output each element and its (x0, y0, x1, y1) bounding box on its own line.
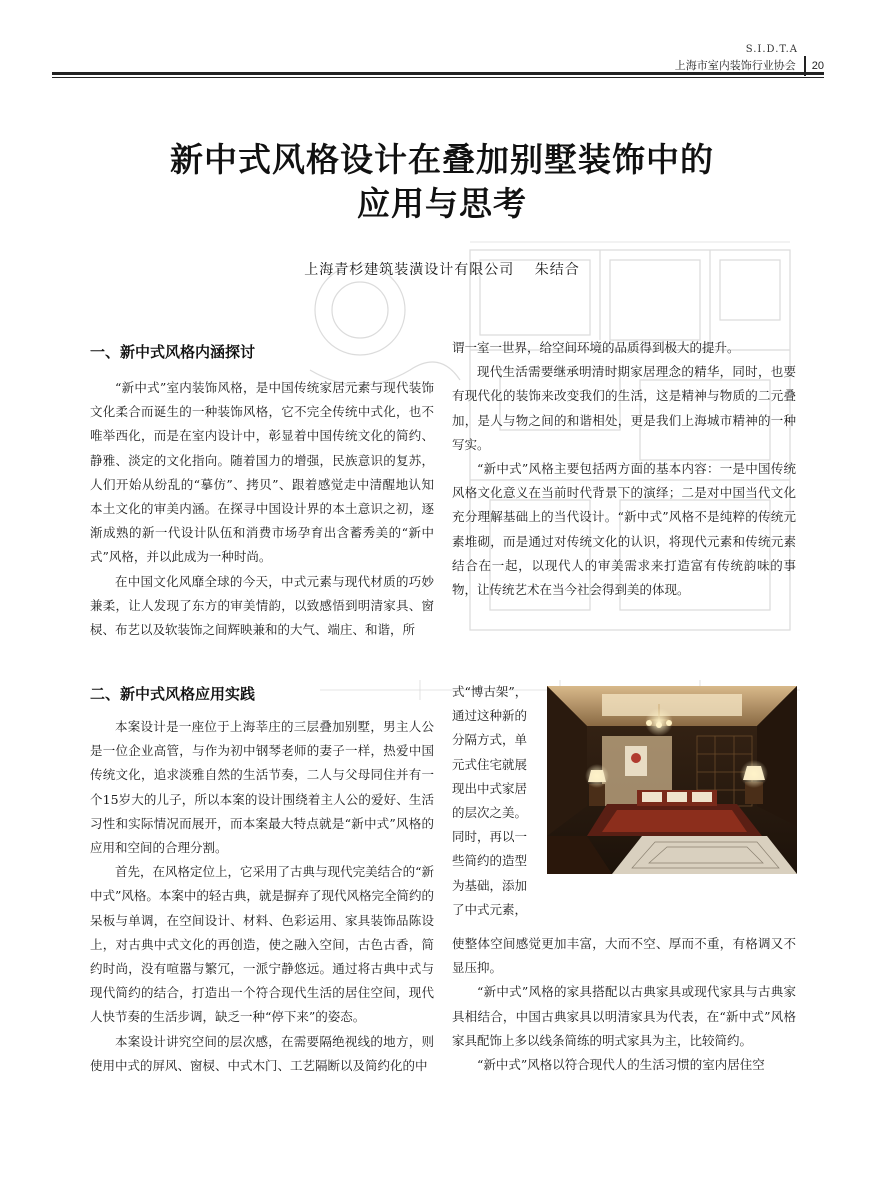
title-line-1: 新中式风格设计在叠加别墅装饰中的 (170, 140, 714, 179)
text-line: 同时，再以一 (452, 829, 528, 845)
text-line: 现出中式家居 (452, 780, 528, 796)
article-author: 上海青杉建筑装潢设计有限公司 朱结合 (304, 262, 580, 278)
text-line: 为基础，添加 (452, 877, 528, 893)
text-line: 元式住宅就展 (452, 756, 528, 772)
text-line: 的层次之美。 (452, 805, 528, 821)
paragraph: 使整体空间感觉更加丰富，大而不空、厚而不重，有格调又不显压抑。 (452, 936, 796, 976)
page-number: 20 (811, 60, 824, 72)
paragraph: 本案设计是一座位于上海莘庄的三层叠加别墅，男主人公是一位企业高管，与作为初中钢琴老师的妻子一样，热爱中国传统文化，追求淡雅自然的生活节奏，二人与父母同住并有一个15岁大的儿子，所以本案的设计围绕着主人公的爱好、生活习性和实际情况而展开，而本案最大特点就是“新中式”风格的应用和空间的合理分割。 (90, 719, 434, 856)
section-2-right-column (452, 932, 796, 1077)
text-line: 式“博古架”， (452, 684, 528, 699)
title-line-2: 应用与思考 (357, 184, 527, 223)
text-line: 通过这种新的 (452, 708, 528, 724)
paragraph: “新中式”室内装饰风格，是中国传统家居元素与现代装饰文化柔合而诞生的一种装饰风格，它不完全传统中式化，也不唯举西化，而是在室内设计中，彰显着中国传统文化的简约、静雅、淡定的文化指向。随着国力的增强，民族意识的复苏，人们开始从纷乱的“摹仿”、拷贝”、跟着感觉走中清醒地认知本土文化的审美内涵。在探寻中国设计界的本土意识之初，逐渐成熟的新一代设计队伍和消费市场孕育出含蓄秀美的“新中式”风格，并以此成为一种时尚。 (90, 380, 434, 565)
article-title (52, 138, 832, 226)
paragraph: 谓一室一世界，给空间环境的品质得到极大的提升。 (452, 340, 740, 355)
header-rule-thin (52, 77, 824, 78)
paragraph: 首先，在风格定位上，它采用了古典与现代完美结合的“新中式”风格。本案中的轻古典，就是摒弃了现代风格完全简约的呆板与单调，在空间设计、材料、色彩运用、家具装饰品陈设上，对古典中式文化的再创造，使之融入空间，古色古香，简约时尚，没有喧嚣与繁冗，一派宁静悠远。通过将古典中式与现代简约的结合，打造出一个符合现代生活的居住空间，现代人快节奏的生活步调，缺乏一种“停下来”的姿态。 (90, 864, 434, 1025)
text-line: 些简约的造型 (452, 853, 528, 869)
section-1-right-column (452, 336, 796, 602)
paragraph: “新中式”风格以符合现代人的生活习惯的室内居住空 (477, 1057, 765, 1073)
section-1-left-column (90, 376, 434, 642)
paragraph: “新中式”风格的家具搭配以古典家具或现代家具与古典家具相结合，中国古典家具以明清家具为代表，在“新中式”风格家具配饰上多以线条简练的明式家具为主，比较简约。 (452, 984, 796, 1048)
text-line: 分隔方式，单 (452, 732, 528, 748)
section-2-heading: 二、新中式风格应用实践 (90, 685, 256, 703)
text-line: 了中式元素， (452, 901, 528, 917)
paragraph: 现代生活需要继承明清时期家居理念的精华，同时，也要有现代化的装饰来改变我们的生活，这是精神与物质的二元叠加，是人与物之间的和谐相处，更是我们上海城市精神的一种写实。 (452, 364, 796, 452)
paragraph: 在中国文化风靡全球的今天，中式元素与现代材质的巧妙兼柔，让人发现了东方的审美情韵，以致感悟到明清家具、窗棂、布艺以及软装饰之间辉映兼和的大气、端庄、和谐，所 (90, 573, 434, 638)
org-english-name: S.I.D.T.A (745, 44, 798, 55)
section-2-narrow-column (452, 680, 542, 922)
header-rule-thick (52, 72, 824, 75)
paragraph: 本案设计讲究空间的层次感，在需要隔绝视线的地方，则使用中式的屏风、窗棂、中式木门、工艺隔断以及简约化的中 (90, 1033, 434, 1073)
org-chinese-name: 上海市室内装饰行业协会 (674, 59, 796, 72)
section-2-left-column (90, 715, 434, 1078)
section-1-heading: 一、新中式风格内涵探讨 (90, 343, 256, 361)
paragraph: “新中式”风格主要包括两方面的基本内容：一是中国传统风格文化意义在当前时代背景下的演绎；二是对中国当代文化充分理解基础上的当代设计。“新中式”风格不是纯粹的传统元素堆砌，而是通过对传统文化的认识，将现代元素和传统元素结合在一起，以现代人的审美需求来打造富有传统韵味的事物，让传统艺术在当今社会得到美的体现。 (452, 461, 796, 598)
bedroom-photo (547, 686, 797, 874)
